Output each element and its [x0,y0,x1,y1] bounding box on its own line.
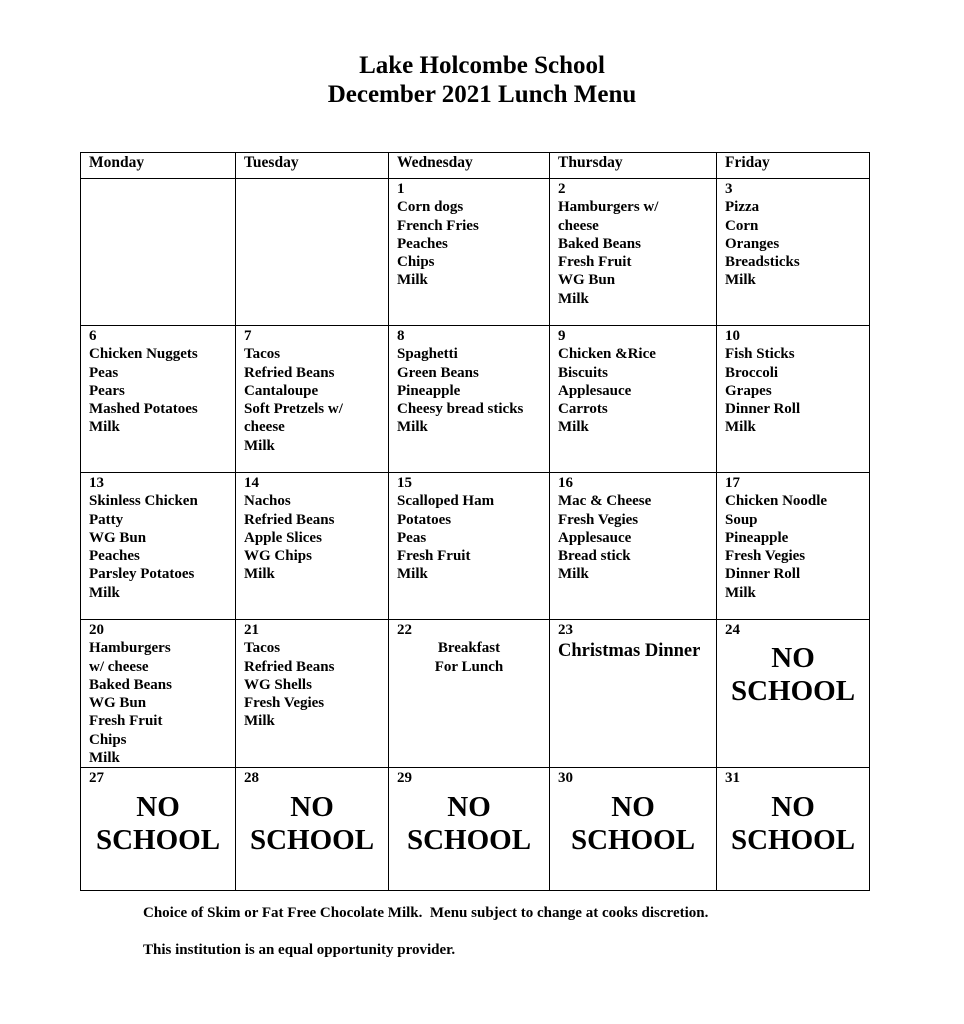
day-cell [81,620,236,768]
menu-item: Peas [397,529,427,546]
day-number: 15 [397,475,412,491]
day-number: 10 [725,328,740,344]
week-row [81,473,870,620]
no-school-label: NO [611,790,655,823]
menu-item: Potatoes [397,511,452,528]
day-cell [717,326,870,473]
menu-item: Peas [89,364,119,381]
day-number: 22 [397,622,412,638]
day-cell [389,326,550,473]
special-note: Christmas Dinner [558,641,701,662]
day-cell [550,768,717,891]
menu-item: Spaghetti [397,346,458,363]
menu-item: Skinless Chicken [89,493,198,510]
day-number: 24 [725,622,740,638]
weekday-header: Friday [717,153,870,179]
menu-title: December 2021 Lunch Menu [327,81,637,108]
no-school-label: SCHOOL [249,823,375,856]
day-cell [81,768,236,891]
menu-item: Milk [558,566,589,583]
special-note: For Lunch [434,658,504,675]
menu-item: Biscuits [558,364,609,381]
menu-item: Applesauce [558,382,632,399]
day-cell [389,179,550,326]
menu-item: Milk [244,566,275,583]
menu-item: Bread stick [558,548,631,565]
day-cell [389,768,550,891]
day-cell [717,768,870,891]
weekday-header-row [81,153,870,179]
day-cell [81,179,236,326]
menu-item: Chips [397,254,435,271]
day-number: 16 [558,475,573,491]
menu-item: Refried Beans [244,364,335,381]
menu-item: French Fries [397,217,479,234]
menu-item: cheese [244,419,285,436]
day-number: 28 [244,770,259,787]
menu-item: Milk [725,272,756,289]
menu-item: Soft Pretzels w/ [244,401,343,418]
menu-item: Apple Slices [244,529,322,546]
menu-item: Peaches [89,548,140,565]
no-school-label: NO [771,790,815,823]
menu-item: Fish Sticks [725,346,795,363]
menu-item: Mashed Potatoes [89,401,198,418]
menu-item: Chicken Noodle [725,493,828,510]
milk-note: Choice of Skim or Fat Free Chocolate Milk. Menu subject to change at cooks discretion. [143,905,709,921]
menu-item: Nachos [244,493,291,510]
no-school-label: NO [771,642,815,675]
no-school-label: SCHOOL [570,823,696,856]
weekday-header: Tuesday [236,153,389,179]
menu-item: Oranges [725,235,780,252]
day-number: 8 [397,328,405,344]
menu-item: Milk [558,290,589,307]
day-cell [81,326,236,473]
menu-item: Hamburgers w/ [558,199,659,216]
menu-item: Fresh Vegies [725,548,806,565]
menu-item: Refried Beans [244,511,335,528]
no-school-label: SCHOOL [730,675,856,708]
menu-item: Grapes [725,382,772,399]
menu-item: Soup [725,511,758,528]
no-school-label: SCHOOL [95,823,221,856]
menu-item: Milk [89,750,120,767]
menu-item: Mac & Cheese [558,493,652,510]
week-row [81,326,870,473]
menu-item: WG Shells [244,676,312,693]
no-school-label: NO [447,790,491,823]
menu-item: Pineapple [725,529,789,546]
menu-item: WG Bun [89,529,147,546]
special-note: Breakfast [437,640,501,657]
menu-item: Baked Beans [558,235,641,252]
day-cell [550,326,717,473]
day-cell [236,768,389,891]
no-school-label: NO [290,790,334,823]
weekday-header: Monday [81,153,236,179]
day-number: 17 [725,475,740,491]
day-cell [717,473,870,620]
menu-item: WG Bun [89,695,147,712]
menu-item: Chicken Nuggets [89,346,198,363]
menu-item: Breadsticks [725,254,800,271]
menu-item: Milk [397,419,428,436]
week-row [81,768,870,891]
menu-item: Pizza [725,199,760,216]
day-number: 7 [244,328,252,344]
menu-item: Milk [89,419,120,436]
day-number: 14 [244,475,259,491]
menu-item: Fresh Vegies [244,695,325,712]
menu-item: WG Bun [558,272,616,289]
no-school-label: NO [136,790,180,823]
menu-item: Milk [397,566,428,583]
no-school-label: SCHOOL [730,823,856,856]
menu-item: Patty [89,511,124,528]
week-row [81,179,870,326]
day-cell [550,473,717,620]
day-cell [550,179,717,326]
day-number: 30 [558,770,573,787]
menu-item: Refried Beans [244,658,335,675]
menu-item: Milk [397,272,428,289]
school-name: Lake Holcombe School [359,52,605,79]
menu-item: Chicken &Rice [558,346,656,363]
day-cell [550,620,717,768]
menu-item: Milk [558,419,589,436]
day-cell [236,473,389,620]
day-number: 9 [558,328,566,344]
menu-item: Broccoli [725,364,779,381]
day-number [89,180,227,198]
menu-item: Baked Beans [89,676,172,693]
day-cell [236,620,389,768]
menu-item: Tacos [244,640,281,657]
menu-item: Dinner Roll [725,566,801,583]
menu-item: Tacos [244,346,281,363]
day-cell [389,620,550,768]
menu-item: Corn dogs [397,199,464,216]
menu-item: Fresh Fruit [397,548,471,565]
day-number [244,180,380,198]
day-number: 31 [725,770,740,787]
day-number: 27 [89,770,104,787]
menu-item: Parsley Potatoes [89,566,195,583]
week-row [81,620,870,768]
day-cell [717,179,870,326]
menu-item: Milk [725,584,756,601]
menu-item: Pears [89,382,125,399]
weekday-header: Wednesday [389,153,550,179]
menu-item: Peaches [397,235,448,252]
menu-item: Dinner Roll [725,401,801,418]
day-number: 21 [244,622,259,638]
menu-item: Chips [89,731,127,748]
day-cell [236,326,389,473]
day-cell [236,179,389,326]
menu-item: Cantaloupe [244,382,319,399]
menu-item: cheese [558,217,599,234]
menu-item: Milk [244,713,275,730]
day-number: 23 [558,622,573,638]
menu-item: Milk [89,584,120,601]
menu-item: Fresh Fruit [558,254,632,271]
day-number: 1 [397,181,405,197]
menu-item: Cheesy bread sticks [397,401,524,418]
day-cell [717,620,870,768]
menu-item: WG Chips [244,548,312,565]
day-number: 29 [397,770,412,787]
menu-item: Carrots [558,401,608,418]
day-number: 13 [89,475,104,491]
menu-item: Milk [725,419,756,436]
menu-item: Corn [725,217,759,234]
menu-item: Green Beans [397,364,479,381]
menu-item: Fresh Fruit [89,713,163,730]
menu-item: Milk [244,437,275,454]
menu-item: Hamburgers [89,640,171,657]
day-cell [389,473,550,620]
day-number: 3 [725,181,733,197]
day-number: 20 [89,622,104,638]
equal-opportunity-note: This institution is an equal opportunity provider. [143,942,456,958]
day-number: 2 [558,181,566,197]
menu-item: Pineapple [397,382,461,399]
no-school-label: SCHOOL [406,823,532,856]
weekday-header: Thursday [550,153,717,179]
menu-item: w/ cheese [89,658,149,675]
menu-item: Fresh Vegies [558,511,639,528]
menu-item: Applesauce [558,529,632,546]
day-number: 6 [89,328,97,344]
lunch-menu-calendar [80,152,870,891]
menu-item: Scalloped Ham [397,493,495,510]
day-cell [81,473,236,620]
